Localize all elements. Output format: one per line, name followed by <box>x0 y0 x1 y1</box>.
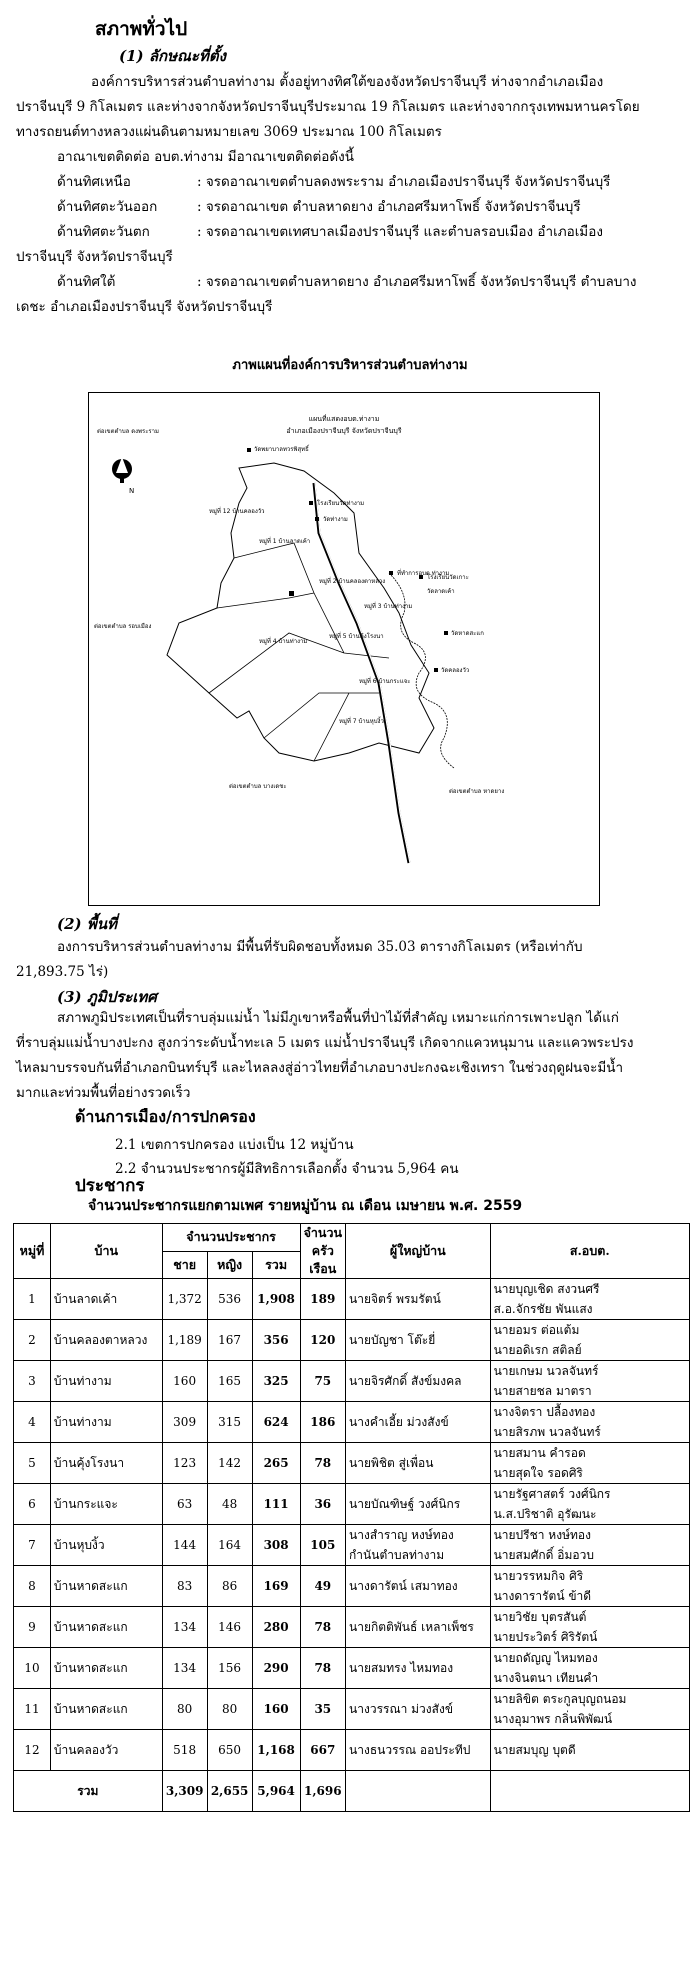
header-total: รวม <box>252 1251 300 1279</box>
map-label: ที่ทำการอบต.ท่างาม <box>397 570 450 577</box>
cell-village: บ้านท่างาม <box>50 1402 162 1443</box>
cell-female: 48 <box>207 1484 252 1525</box>
cell-village: บ้านหาดสะแก <box>50 1689 162 1730</box>
cell-total: 1,168 <box>252 1730 300 1771</box>
cell-village: บ้านคุ้งโรงนา <box>50 1443 162 1484</box>
cell-male: 80 <box>162 1689 207 1730</box>
cell-headman: นายกิตติพันธ์ เหลาเพ็ชร <box>346 1607 491 1648</box>
location-heading: (1) ลักษณะที่ตั้ง <box>119 47 226 65</box>
village-label: หมู่ที่ 6 บ้านกระแจะ <box>359 678 411 685</box>
cell-council: นายปรีชา หงษ์ทอง นายสมศักดิ์ อิ่มอวบ <box>490 1525 689 1566</box>
map-figure <box>88 392 600 906</box>
boundary-west-cont: ปราจีนบุรี จังหวัดปราจีนบุรี <box>16 249 173 265</box>
cell-moo: 1 <box>14 1279 51 1320</box>
cell-male: 83 <box>162 1566 207 1607</box>
cell-moo: 9 <box>14 1607 51 1648</box>
politics-heading: ด้านการเมือง/การปกครอง <box>75 1107 256 1126</box>
cell-headman: นายจิตร์ พรมรัตน์ <box>346 1279 491 1320</box>
cell-households: 667 <box>300 1730 345 1771</box>
cell-male: 309 <box>162 1402 207 1443</box>
terrain-line-2: ที่ราบลุ่มแม่น้ำบางปะกง สูงกว่าระดับน้ำทะเล 5 เมตร แม่น้ำปราจีนบุรี เกิดจากแควหนุมาน และแควพระปรง <box>16 1035 634 1051</box>
cell-total: 280 <box>252 1607 300 1648</box>
cell-moo: 3 <box>14 1361 51 1402</box>
cell-households: 186 <box>300 1402 345 1443</box>
cell-village: บ้านคลองวัว <box>50 1730 162 1771</box>
cell-headman: นางคำเอี้ย ม่วงสังข์ <box>346 1402 491 1443</box>
header-households: จำนวน ครัวเรือน <box>300 1224 345 1279</box>
cell-moo: 2 <box>14 1320 51 1361</box>
cell-council: นายวิชัย บุตรสันต์ นายประวิตร์ ศิริรัตน์ <box>490 1607 689 1648</box>
cell-male: 144 <box>162 1525 207 1566</box>
terrain-heading: (3) ภูมิประเทศ <box>57 988 157 1006</box>
cell-total: 308 <box>252 1525 300 1566</box>
table-header-row <box>14 1224 690 1252</box>
village-lines <box>209 543 389 761</box>
village-label: หมู่ที่ 4 บ้านท่างาม <box>259 638 308 645</box>
area-paragraph <box>16 935 583 985</box>
cell-headman: นางธนวรรณ ออประทีป <box>346 1730 491 1771</box>
boundary-south-cont: เดชะ อำเภอเมืองปราจีนบุรี จังหวัดปราจีนบุรี <box>16 299 273 315</box>
cell-male: 123 <box>162 1443 207 1484</box>
cell-council: นายอมร ต่อแต้ม นายอดิเรก สติลย์ <box>490 1320 689 1361</box>
cell-moo: 4 <box>14 1402 51 1443</box>
cell-households: 120 <box>300 1320 345 1361</box>
location-line-1: องค์การบริหารส่วนตำบลท่างาม ตั้งอยู่ทางทิศใต้ของจังหวัดปราจีนบุรี ห่างจากอำเภอเมือง <box>91 74 604 90</box>
map-svg <box>89 393 599 905</box>
cell-households: 189 <box>300 1279 345 1320</box>
cell-female: 142 <box>207 1443 252 1484</box>
cell-households: 36 <box>300 1484 345 1525</box>
map-label: โรงเรียนวัดท่างาม <box>317 500 365 507</box>
table-row <box>14 1648 690 1689</box>
cell-households: 35 <box>300 1689 345 1730</box>
village-label: หมู่ที่ 3 บ้านท่างาม <box>364 603 413 610</box>
cell-moo: 5 <box>14 1443 51 1484</box>
map-label: วัดลาดเค้า <box>427 588 455 595</box>
cell-total: 265 <box>252 1443 300 1484</box>
map-label: โรงเรียนวัดเกาะ <box>427 574 469 581</box>
cell-total: 111 <box>252 1484 300 1525</box>
cell-moo: 7 <box>14 1525 51 1566</box>
cell-council: นายรัฐศาสตร์ วงศ์นิกร น.ส.ปริชาติ อุรัฒนะ <box>490 1484 689 1525</box>
cell-council: นางจิตรา ปลื้องทอง นายสิรภพ นวลจันทร์ <box>490 1402 689 1443</box>
cell-village: บ้านคลองตาหลวง <box>50 1320 162 1361</box>
cell-council: นายบุญเชิด สงวนศรี ส.อ.จักรชัย พันแสง <box>490 1279 689 1320</box>
cell-female: 167 <box>207 1320 252 1361</box>
boundary-value: : จรดอาณาเขตเทศบาลเมืองปราจีนบุรี และตำบลรอบเมือง อำเภอเมือง <box>197 224 603 240</box>
cell-village: บ้านกระแจะ <box>50 1484 162 1525</box>
cell-headman: นายจิรศักดิ์ สังข์มงคล <box>346 1361 491 1402</box>
cell-female: 536 <box>207 1279 252 1320</box>
village-label: หมู่ที่ 5 บ้านคุ้งโรงนา <box>329 633 384 640</box>
header-female: หญิง <box>207 1251 252 1279</box>
total-total: 5,964 <box>252 1771 300 1812</box>
boundary-value: : จรดอาณาเขตตำบลหาดยาง อำเภอศรีมหาโพธิ์ จังหวัดปราจีนบุรี ตำบลบาง <box>197 274 637 290</box>
table-row <box>14 1279 690 1320</box>
cell-council: นายลิขิต ตระกูลบุญถนอม นางอุมาพร กลิ่นพิพัฒน์ <box>490 1689 689 1730</box>
table-body <box>14 1279 690 1771</box>
cell-households: 78 <box>300 1648 345 1689</box>
total-label: รวม <box>14 1771 163 1812</box>
village-label: หมู่ที่ 7 บ้านหุบงิ้ว <box>339 718 384 725</box>
cell-headman: นายบัณฑิษฐ์ วงศ์นิกร <box>346 1484 491 1525</box>
header-headman: ผู้ใหญ่บ้าน <box>346 1224 491 1279</box>
table-row <box>14 1607 690 1648</box>
cell-moo: 12 <box>14 1730 51 1771</box>
cell-male: 134 <box>162 1607 207 1648</box>
boundary-value: : จรดอาณาเขต ตำบลหาดยาง อำเภอศรีมหาโพธิ์ จังหวัดปราจีนบุรี <box>197 199 581 215</box>
cell-headman: นางวรรณา ม่วงสังข์ <box>346 1689 491 1730</box>
boundary-label: ด้านทิศตะวันตก <box>57 224 150 240</box>
cell-male: 518 <box>162 1730 207 1771</box>
table-row <box>14 1484 690 1525</box>
cell-female: 650 <box>207 1730 252 1771</box>
total-male: 3,309 <box>162 1771 207 1812</box>
cell-council: นายถดัญญู ไหมทอง นางจินตนา เทียนคำ <box>490 1648 689 1689</box>
cell-headman: นายบัญชา โต๊ะยี่ <box>346 1320 491 1361</box>
cell-village: บ้านหาดสะแก <box>50 1607 162 1648</box>
cell-male: 1,189 <box>162 1320 207 1361</box>
boundary-outline <box>167 463 434 761</box>
village-label: หมู่ที่ 2 บ้านคลองตาหลวง <box>319 578 386 585</box>
neighbor-label: ต่อเขตตำบล บางเดชะ <box>229 783 287 790</box>
cell-households: 78 <box>300 1607 345 1648</box>
cell-moo: 8 <box>14 1566 51 1607</box>
location-line-4: อาณาเขตติดต่อ อบต.ท่างาม มีอาณาเขตติดต่อดังนี้ <box>57 149 354 165</box>
map-title-1: แผนที่แสดงอบต.ท่างาม <box>308 415 380 423</box>
cell-headman: นางดารัตน์ เสมาทอง <box>346 1566 491 1607</box>
neighbor-label: ต่อเขตตำบล หาดยาง <box>449 788 505 795</box>
cell-households: 75 <box>300 1361 345 1402</box>
cell-headman: นายสมทรง ไหมทอง <box>346 1648 491 1689</box>
location-line-2: ปราจีนบุรี 9 กิโลเมตร และห่างจากจังหวัดปราจีนบุรีประมาณ 19 กิโลเมตร และห่างจากกรุงเทพมหานครโดย <box>16 99 640 115</box>
table-row <box>14 1361 690 1402</box>
cell-total: 290 <box>252 1648 300 1689</box>
terrain-line-3: ไหลมาบรรจบกันที่อำเภอกบินทร์บุรี และไหลลงสู่อ่าวไทยที่อำเภอบางปะกงฉะเชิงเทรา ในช่วงฤดูฝนจะมีน้ำ <box>16 1060 624 1076</box>
cell-moo: 11 <box>14 1689 51 1730</box>
table-row <box>14 1320 690 1361</box>
cell-total: 624 <box>252 1402 300 1443</box>
cell-village: บ้านลาดเค้า <box>50 1279 162 1320</box>
cell-total: 1,908 <box>252 1279 300 1320</box>
total-female: 2,655 <box>207 1771 252 1812</box>
neighbor-label: ต่อเขตตำบล รอบเมือง <box>94 623 152 630</box>
cell-village: บ้านหุบงิ้ว <box>50 1525 162 1566</box>
cell-total: 169 <box>252 1566 300 1607</box>
table-total-row <box>14 1771 690 1812</box>
cell-female: 165 <box>207 1361 252 1402</box>
cell-female: 315 <box>207 1402 252 1443</box>
cell-village: บ้านหาดสะแก <box>50 1566 162 1607</box>
politics-line-1: 2.1 เขตการปกครอง แบ่งเป็น 12 หมู่บ้าน <box>115 1137 354 1153</box>
politics-line-2: 2.2 จำนวนประชากรผู้มีสิทธิการเลือกตั้ง จำนวน 5,964 คน <box>115 1161 459 1177</box>
terrain-line-1: สภาพภูมิประเทศเป็นที่ราบลุ่มแม่น้ำ ไม่มีภูเขาหรือพื้นที่ป่าไม้ที่สำคัญ เหมาะแก่การเพาะปลูก ได้แก่ <box>57 1010 619 1026</box>
cell-households: 78 <box>300 1443 345 1484</box>
map-title-2: อำเภอเมืองปราจีนบุรี จังหวัดปราจีนบุรี <box>286 427 402 435</box>
boundary-value: : จรดอาณาเขตตำบลดงพระราม อำเภอเมืองปราจีนบุรี จังหวัดปราจีนบุรี <box>197 174 611 190</box>
cell-council: นายวรรหมกิจ ศิริ นางดารารัตน์ ข้าดี <box>490 1566 689 1607</box>
terrain-line-4: มากและท่วมพื้นที่อย่างรวดเร็ว <box>16 1085 191 1101</box>
highway-line <box>314 483 409 863</box>
map-caption: ภาพแผนที่องค์การบริหารส่วนตำบลท่างาม <box>232 358 468 373</box>
cell-male: 134 <box>162 1648 207 1689</box>
area-heading: (2) พื้นที่ <box>57 915 117 933</box>
cell-male: 160 <box>162 1361 207 1402</box>
terrain-paragraph <box>16 1006 633 1106</box>
total-households: 1,696 <box>300 1771 345 1812</box>
location-line-3: ทางรถยนต์ทางหลวงแผ่นดินตามหมายเลข 3069 ประมาณ 100 กิโลเมตร <box>16 124 442 140</box>
cell-headman: นางสำราญ หงษ์ทอง กำนันตำบลท่างาม <box>346 1525 491 1566</box>
map-label: วัดท่างาม <box>323 516 348 523</box>
table-row <box>14 1525 690 1566</box>
table-row <box>14 1402 690 1443</box>
village-label: หมู่ที่ 1 บ้านลาดเค้า <box>259 538 311 545</box>
cell-female: 146 <box>207 1607 252 1648</box>
area-line-1: องการบริหารส่วนตำบลท่างาม มีพื้นที่รับผิดชอบทั้งหมด 35.03 ตารางกิโลเมตร (หรือเท่ากับ <box>57 939 583 955</box>
cell-moo: 6 <box>14 1484 51 1525</box>
map-label: วัดคลองวัว <box>441 667 470 674</box>
boundary-label: ด้านทิศเหนือ <box>57 174 131 190</box>
location-paragraph <box>16 70 640 170</box>
cell-female: 164 <box>207 1525 252 1566</box>
population-heading: ประชากร <box>75 1176 145 1196</box>
cell-female: 156 <box>207 1648 252 1689</box>
boundary-label: ด้านทิศตะวันออก <box>57 199 158 215</box>
cell-male: 63 <box>162 1484 207 1525</box>
map-label: วัดพยาบาลทวรพิสุทธิ์ <box>254 446 309 453</box>
population-table-title: จำนวนประชากรแยกตามเพศ รายหมู่บ้าน ณ เดือน เมษายน พ.ศ. 2559 <box>88 1198 523 1214</box>
table-row <box>14 1730 690 1771</box>
village-label: หมู่ที่ 12 บ้านคลองวัว <box>209 508 265 515</box>
boundary-label: ด้านทิศใต้ <box>57 274 116 290</box>
north-label: N <box>129 487 135 495</box>
cell-council: นายสมบุญ บุตดี <box>490 1730 689 1771</box>
population-table <box>13 1223 690 1812</box>
north-arrow-icon <box>112 457 134 495</box>
cell-households: 49 <box>300 1566 345 1607</box>
header-village: บ้าน <box>50 1224 162 1279</box>
header-population: จำนวนประชากร <box>162 1224 300 1252</box>
cell-households: 105 <box>300 1525 345 1566</box>
cell-council: นายสมาน คำรอด นายสุดใจ รอดศิริ <box>490 1443 689 1484</box>
table-row <box>14 1443 690 1484</box>
cell-female: 86 <box>207 1566 252 1607</box>
area-line-2: 21,893.75 ไร่) <box>16 964 109 980</box>
cell-council: นายเกษม นวลจันทร์ นายสายชล มาตรา <box>490 1361 689 1402</box>
cell-total: 325 <box>252 1361 300 1402</box>
map-label: วัดหาดสะแก <box>451 630 484 637</box>
cell-moo: 10 <box>14 1648 51 1689</box>
cell-female: 80 <box>207 1689 252 1730</box>
table-row <box>14 1566 690 1607</box>
page-title: สภาพทั่วไป <box>95 18 188 40</box>
cell-male: 1,372 <box>162 1279 207 1320</box>
table-row <box>14 1689 690 1730</box>
header-moo: หมู่ที่ <box>14 1224 51 1279</box>
cell-total: 356 <box>252 1320 300 1361</box>
cell-village: บ้านหาดสะแก <box>50 1648 162 1689</box>
cell-village: บ้านท่างาม <box>50 1361 162 1402</box>
header-male: ชาย <box>162 1251 207 1279</box>
cell-total: 160 <box>252 1689 300 1730</box>
header-council: ส.อบต. <box>490 1224 689 1279</box>
cell-headman: นายพิชิต สู่เพื่อน <box>346 1443 491 1484</box>
neighbor-label: ต่อเขตตำบล ดงพระราม <box>97 428 159 435</box>
